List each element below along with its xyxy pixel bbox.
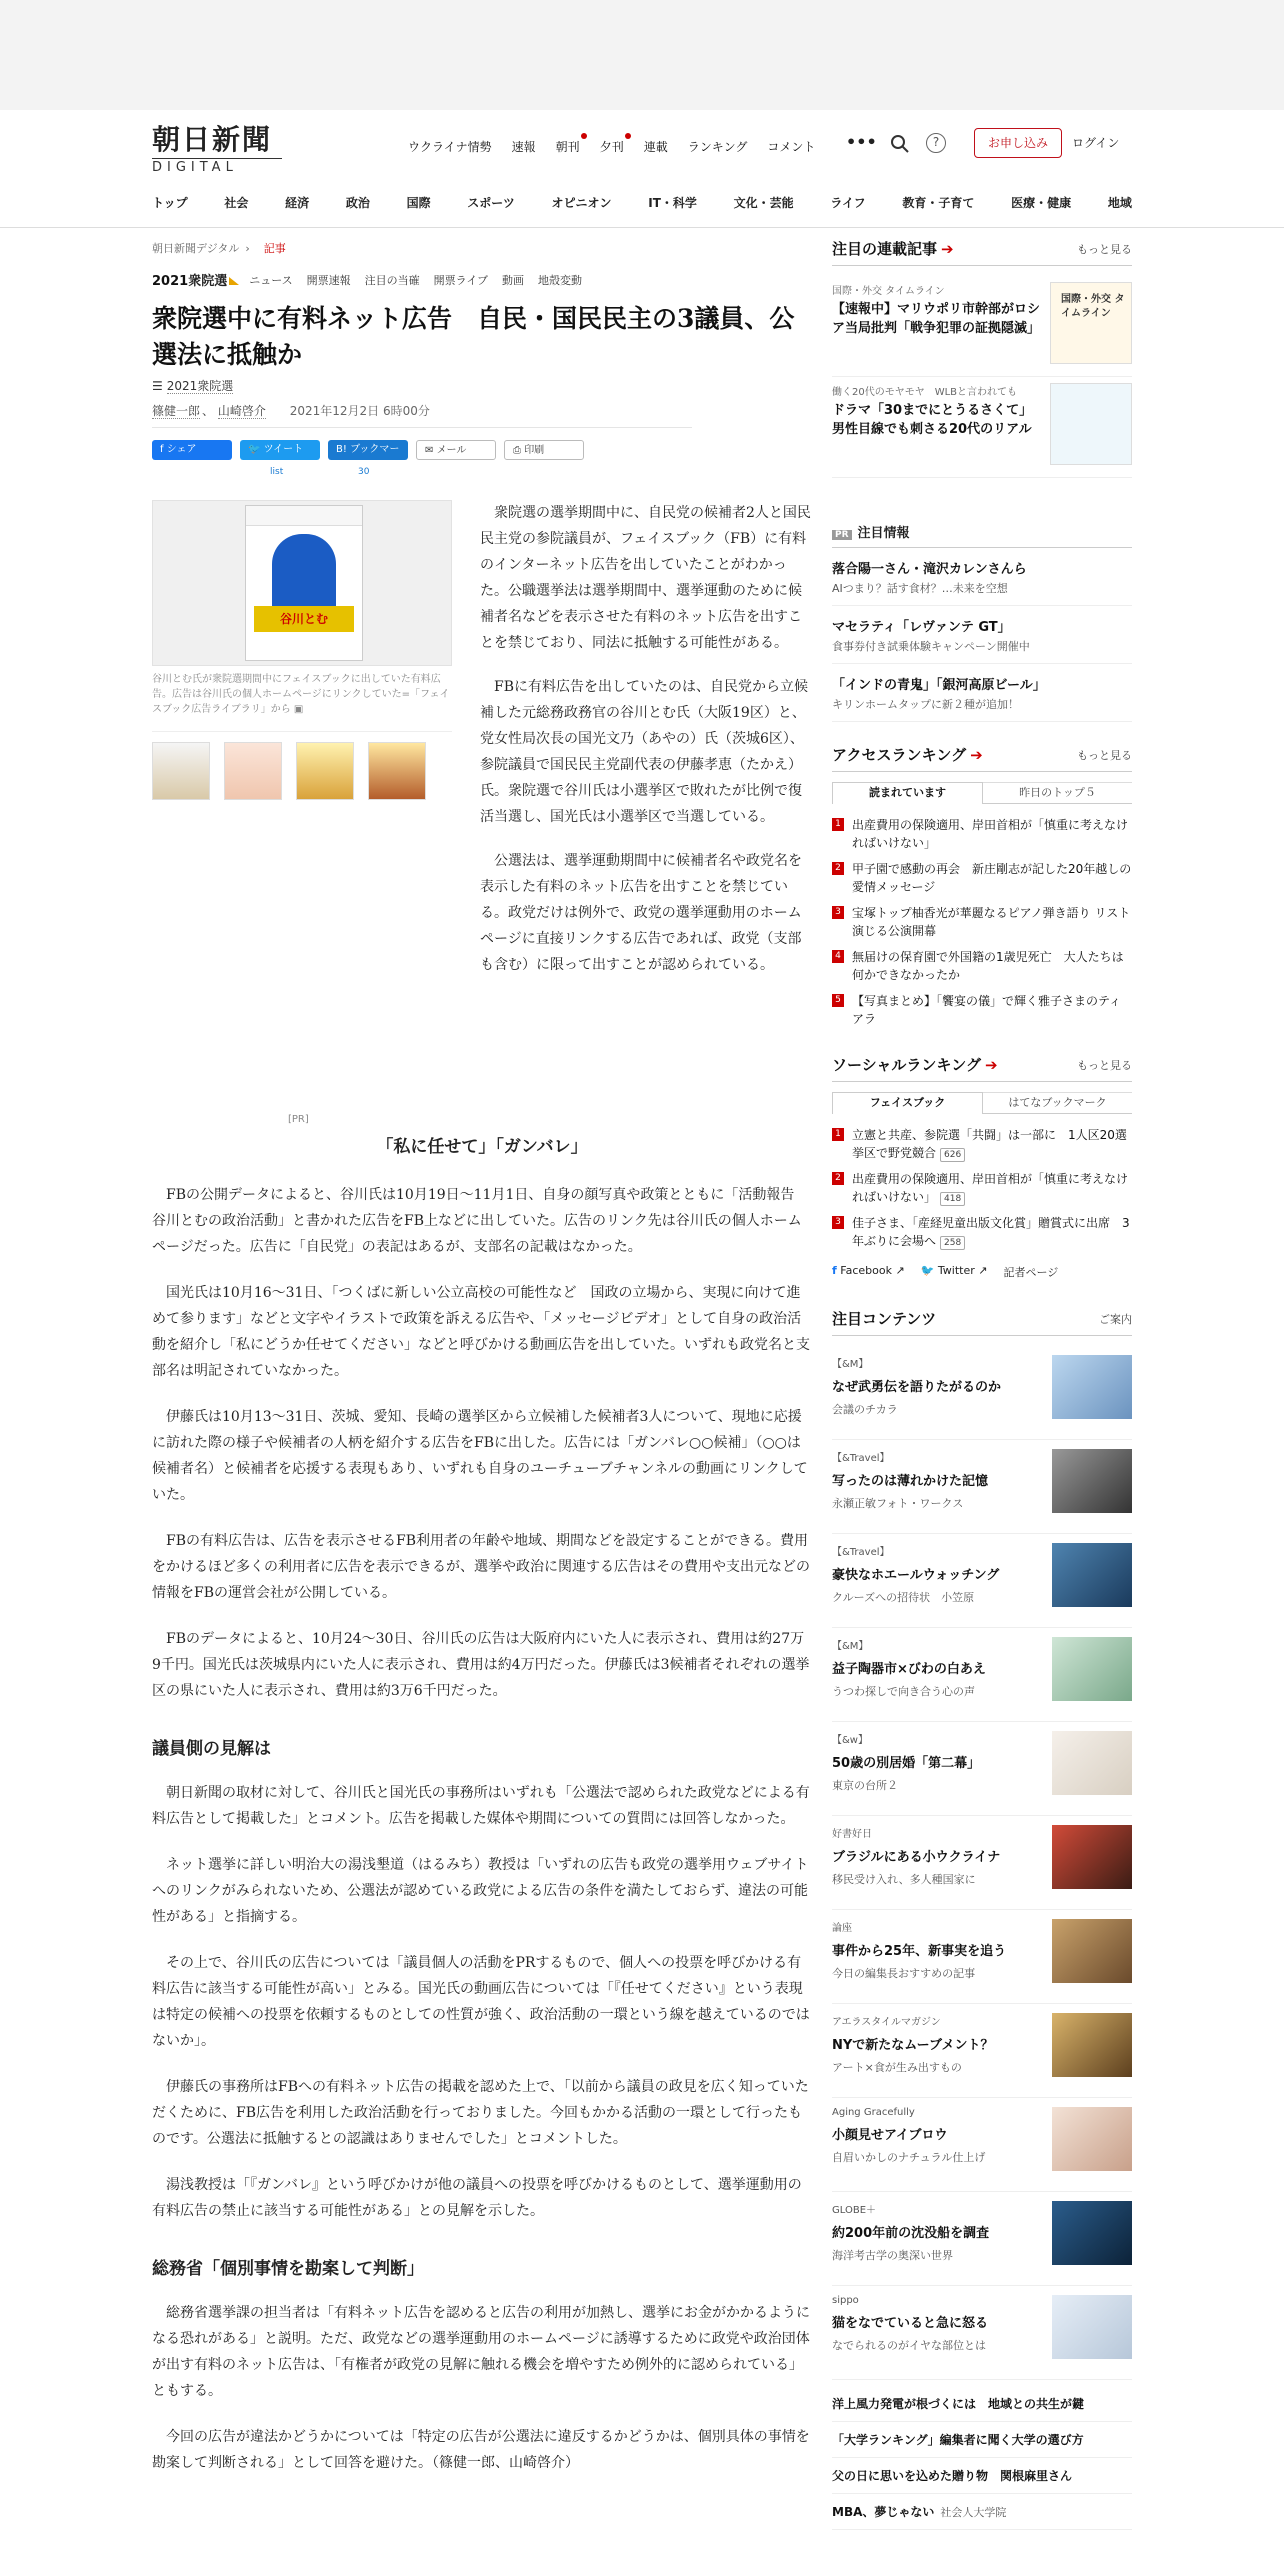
nav-item-top[interactable]: トップ xyxy=(152,196,188,210)
nav-item-culture[interactable]: 文化・芸能 xyxy=(733,196,794,210)
nav-item-it-science[interactable]: IT・科学 xyxy=(648,196,697,210)
paragraph: FBの有料広告は、広告を表示させるFB利用者の年齢や地域、期間などを設定することができる。費用をかけるほど多くの利用者に広告を表示できるが、選挙や政治に関連する広告はその費用や支出元などの情報をFBの運営会社が公開している。 xyxy=(152,1533,810,1601)
author-link[interactable]: 山崎啓介 xyxy=(217,404,266,418)
content-label: 【&M】 xyxy=(832,1641,869,1652)
content-subtitle: うつわ探しで向き合う心の声 xyxy=(832,1685,975,1698)
article-body xyxy=(152,1134,812,2496)
paragraph: 衆院選の選挙期間中に、自民党の候補者2人と国民民主党の参院議員が、フェイスブック（FB）に有料のインターネット広告を出していたことがわかった。公職選挙法は選挙期間中、選挙運動のために候補者名などを表示させた有料のネット広告を出すことを禁じており、同法に抵触する可能性がある。 xyxy=(480,505,811,651)
sidebar xyxy=(832,238,1132,2530)
featured-content-item[interactable] xyxy=(832,1346,1132,1440)
content-thumbnail xyxy=(1052,2201,1132,2265)
featured-content-item[interactable] xyxy=(832,1910,1132,2004)
featured-content-item[interactable] xyxy=(832,2192,1132,2286)
content-subtitle: アート×食が生み出すもの xyxy=(832,2061,962,2074)
paragraph: 総務省選挙課の担当者は「有料ネット広告を認めると広告の利用が加熱し、選挙にお金がかかるようになる恐れがある」と説明。ただ、政党などの選挙運動用のホームページに誘導するために政党や政治団体が出す有料のネット広告は、「有権者が政党の見解に触れる機会を増やすため例外的に認められている」ともする。 xyxy=(152,2305,810,2399)
ranking-item[interactable]: 1 出産費用の保険適用、岸田首相が「慎重に考えなければいけない」 xyxy=(832,812,1132,856)
social-ranking-header xyxy=(832,1054,1132,1082)
content-label: GLOBE＋ xyxy=(832,2205,877,2216)
top-link-breaking[interactable]: 速報 xyxy=(511,140,536,154)
content-subtitle: 自眉いかしのナチュラル仕上げ xyxy=(832,2151,986,2164)
content-subtitle: 会議のチカラ xyxy=(832,1403,898,1416)
nav-item-health[interactable]: 医療・健康 xyxy=(1011,196,1072,210)
series-link-news[interactable]: ニュース xyxy=(249,273,293,287)
pr-item[interactable]: 落合陽一さん・滝沢カレンさんら AIつまり？話す食材？…未来を空想 xyxy=(832,548,1132,606)
featured-contents-header xyxy=(832,1308,1132,1336)
featured-content-item[interactable] xyxy=(832,1722,1132,1816)
mail-share-button[interactable]: ✉ メール xyxy=(416,440,496,460)
nav-item-sports[interactable]: スポーツ xyxy=(467,196,515,210)
content-subtitle: なでられるのがイヤな部位とは xyxy=(832,2339,986,2352)
hatena-bookmark-button[interactable]: B! ブックマーク 30 xyxy=(328,440,408,460)
search-icon[interactable] xyxy=(890,134,910,154)
ad-screenshot-image: 谷川とむ xyxy=(245,505,363,661)
nav-item-opinion[interactable]: オピニオン xyxy=(551,196,612,210)
byline: 篠健一郎 、 山崎啓介 2021年12月2日 6時00分 xyxy=(152,402,692,428)
pr-item[interactable]: 「インドの青鬼」「銀河高原ビール」 キリンホームタップに新２種が追加！ xyxy=(832,664,1132,722)
series-item[interactable]: 国際・外交 タイムライン 【速報中】マリウポリ市幹部がロシア当局批判「戦争犯罪の証拠隠滅」 国際・外交 タイムライン xyxy=(832,276,1132,377)
ad-banner-area xyxy=(0,0,1284,110)
breadcrumb-current: 記事 xyxy=(263,242,286,255)
content-thumbnail xyxy=(1052,1543,1132,1607)
pr-section xyxy=(832,522,1132,722)
article-photo[interactable] xyxy=(152,500,452,666)
publish-date: 2021年12月2日 6時00分 xyxy=(289,404,430,418)
content-subtitle: クルーズへの招待状 小笠原 xyxy=(832,1591,975,1604)
paragraph: その上で、谷川氏の広告については「議員個人の活動をPRするもので、個人への投票を呼びかける有料広告に該当する可能性が高い」とみる。国光氏の動画広告については「『任せてください』という表現は特定の候補への投票を依頼するものとしての性質が強く、政治活動の一環という線を越えているのではないか」。 xyxy=(152,1955,810,2049)
share-count: 418 xyxy=(940,1192,965,1206)
featured-content-item[interactable] xyxy=(832,1628,1132,1722)
arrow-right-icon: ➔ xyxy=(970,746,983,764)
ranking-item[interactable]: 3 宝塚トップ柚香光が華麗なるピアノ弾き語り リスト演じる公演開幕 xyxy=(832,900,1132,944)
article-lead xyxy=(480,500,812,996)
paragraph: 今回の広告が違法かどうかについては「特定の広告が公選法に違反するかどうかは、個別具体の事情を勘案して判断される」として回答を避けた。（篠健一郎、山崎啓介） xyxy=(152,2429,810,2471)
access-ranking xyxy=(832,744,1132,1032)
breadcrumb-home[interactable]: 朝日新聞デジタル xyxy=(152,242,240,255)
top-link-ranking[interactable]: ランキング xyxy=(687,140,748,154)
facebook-share-button[interactable]: f シェア xyxy=(152,440,232,460)
promo-link[interactable]: MBA、夢じゃない 社会人大学院 xyxy=(832,2494,1132,2530)
content-thumbnail xyxy=(1052,1637,1132,1701)
paragraph: FBの公開データによると、谷川氏は10月19日～11月1日、自身の顔写真や政策とともに「活動報告 谷川とむの政治活動」と書かれた広告をFB上などに出していた。広告のリンク先は谷川氏の個人ホームページだった。広告に「自民党」の表記はあるが、支部名の記載はなかった。 xyxy=(152,1187,809,1255)
featured-content-item[interactable] xyxy=(832,1816,1132,1910)
ranking-item[interactable]: 5 【写真まとめ】「饗宴の儀」で輝く雅子さまのティアラ xyxy=(832,988,1132,1032)
site-logo[interactable]: 朝日新聞 DIGITAL xyxy=(152,124,282,175)
promo-link[interactable]: 父の日に思いを込めた贈り物 関根麻里さん xyxy=(832,2458,1132,2494)
category-nav xyxy=(152,194,1132,211)
series-item[interactable]: 働く20代のモヤモヤ WLBと言われても ドラマ「30までにとうるさくて」男性目線でも刺さる20代のリアル xyxy=(832,377,1132,478)
twitter-icon: 🐦 xyxy=(920,1264,935,1277)
content-label: sippo xyxy=(832,2295,859,2306)
promo-link[interactable]: 洋上風力発電が根づくには 地域との共生が鍵 xyxy=(832,2386,1132,2422)
photo-thumbnail[interactable] xyxy=(368,742,426,800)
content-subtitle: 永瀬正敏フォト・ワークス xyxy=(832,1497,964,1510)
share-count: 258 xyxy=(940,1236,965,1250)
pr-section-header: PR 注目情報 xyxy=(832,522,1132,548)
content-thumbnail xyxy=(1052,1825,1132,1889)
tab-most-read[interactable]: 読まれています xyxy=(832,782,983,804)
nav-item-economy[interactable]: 経済 xyxy=(285,196,310,210)
series-link-video[interactable]: 動画 xyxy=(502,273,524,287)
series-nav xyxy=(152,270,812,289)
content-thumbnail xyxy=(1052,1449,1132,1513)
paragraph: 湯浅教授は「『ガンバレ』という呼びかけが他の議員への投票を呼びかけるものとして、選挙運動用の有料広告の禁止に該当する可能性がある」との見解を示した。 xyxy=(152,2177,802,2219)
social-links xyxy=(832,1264,1132,1280)
featured-content-item[interactable] xyxy=(832,1534,1132,1628)
photo-block xyxy=(152,500,452,800)
site-header xyxy=(0,110,1284,228)
ranking-item[interactable]: 2 出産費用の保険適用、岸田首相が「慎重に考えなければいけない」 418 xyxy=(832,1166,1132,1210)
content-thumbnail xyxy=(1052,2295,1132,2359)
content-title: 益子陶器市×びわの白あえ xyxy=(832,1662,986,1677)
twitter-share-button[interactable]: 🐦 ツイート list xyxy=(240,440,320,460)
content-title: 豪快なホエールウォッチング xyxy=(832,1568,1000,1583)
promo-link[interactable]: 「大学ランキング」編集者に聞く大学の選び方 xyxy=(832,2422,1132,2458)
top-link-morning[interactable]: 朝刊 xyxy=(556,138,580,155)
pr-item[interactable]: マセラティ「レヴァンテ GT」 食事券付き試乗体験キャンペーン開催中 xyxy=(832,606,1132,664)
nav-item-life[interactable]: ライフ xyxy=(830,196,866,210)
reporter-page-link[interactable]: 記者ページ xyxy=(1003,1266,1059,1279)
social-ranking-title[interactable]: ソーシャルランキング ➔ xyxy=(832,1056,998,1074)
section-heading: 総務省「個別事情を勘案して判断」 xyxy=(152,2259,424,2279)
photo-thumbnails xyxy=(152,731,452,800)
photo-thumbnail[interactable] xyxy=(224,742,282,800)
content-title: 猫をなでていると急に怒る xyxy=(832,2316,989,2331)
series-section-title[interactable]: 注目の連載記事 ➔ xyxy=(832,240,954,258)
paragraph: 伊藤氏は10月13～31日、茨城、愛知、長崎の選挙区から立候補した候補者3人について、現地に応援に訪れた際の様子や候補者の人柄を紹介する広告をFBに出した。広告には「ガンバレ○○候補」（○○は候補者名）と候補者を応援する表現もあり、いずれも自身のユーチューブチャンネルの動画にリンクしていた。 xyxy=(152,1409,808,1503)
section-heading: 議員側の見解は xyxy=(152,1739,271,1759)
promo-links xyxy=(832,2386,1132,2530)
tab-facebook[interactable]: フェイスブック xyxy=(832,1092,983,1114)
section-heading: 「私に任せて」「ガンバレ」 xyxy=(376,1137,588,1157)
content-thumbnail xyxy=(1052,2107,1132,2171)
tab-yesterday-top5[interactable]: 昨日のトップ５ xyxy=(983,782,1132,804)
content-title: 50歳の別居婚「第二幕」 xyxy=(832,1756,981,1771)
nav-item-society[interactable]: 社会 xyxy=(224,196,249,210)
series-link-live[interactable]: 開票ライブ xyxy=(433,273,488,287)
content-title: なぜ武勇伝を語りたがるのか xyxy=(832,1380,1002,1395)
pr-label: [PR] xyxy=(288,1114,309,1125)
featured-content-item[interactable] xyxy=(832,2004,1132,2098)
share-buttons xyxy=(152,440,812,477)
content-subtitle: 今日の編集長おすすめの記事 xyxy=(832,1967,976,1980)
series-section-header xyxy=(832,238,1132,266)
paragraph: FBに有料広告を出していたのは、自民党から立候補した元総務政務官の谷川とむ氏（大阪19区）と、党女性局次長の国光文乃（あやの）氏（茨城6区）、参院議員で国民民主党副代表の伊藤孝恵（たかえ）氏。衆院選で谷川氏は小選挙区で敗れたが比例で復活当選し、国光氏は小選挙区で当選している。 xyxy=(480,679,809,825)
content-thumbnail xyxy=(1052,1355,1132,1419)
list-icon: ☰ xyxy=(152,379,163,393)
content-title: 小顔見せアイブロウ xyxy=(832,2128,948,2143)
paragraph: 朝日新聞の取材に対して、谷川氏と国光氏の事務所はいずれも「公選法で認められた政党などによる有料広告として掲載した」とコメント。広告を掲載した媒体や期間についての質問には回答しなかった。 xyxy=(152,1785,810,1827)
content-label: 好書好日 xyxy=(832,1829,872,1840)
arrow-right-icon: ➔ xyxy=(984,1056,998,1074)
content-title: 事件から25年、新事実を追う xyxy=(832,1944,1007,1959)
content-thumbnail xyxy=(1052,1731,1132,1795)
series-more-link[interactable]: もっと見る xyxy=(1077,242,1132,256)
featured-content-item[interactable] xyxy=(832,2098,1132,2192)
social-more-link[interactable]: もっと見る xyxy=(1077,1058,1132,1072)
paragraph: 伊藤氏の事務所はFBへの有料ネット広告の掲載を認めた上で、「以前から議員の政見を広く知っていただくために、FB広告を利用した政治活動を行っておりました。今回もかかる活動の一環として行ったものです。公選法に抵触するとの認識はありませんでした」とコメントした。 xyxy=(152,2079,809,2147)
twitter-link[interactable]: 🐦 Twitter ↗ xyxy=(920,1264,988,1277)
paragraph: ネット選挙に詳しい明治大の湯浅墾道（はるみち）教授は「いずれの広告も政党の選挙用ウェブサイトへのリンクがみられないため、公選法が認めている政党による広告の条件を満たしておらず、違法の可能性がある」と指摘する。 xyxy=(152,1857,809,1925)
article-headline: 衆院選中に有料ネット広告 自民・国民民主の3議員、公選法に抵触か xyxy=(152,304,795,369)
content-label: 【&Travel】 xyxy=(832,1547,890,1558)
access-ranking-title[interactable]: アクセスランキング ➔ xyxy=(832,746,983,764)
top-links xyxy=(408,138,835,155)
content-label: 【&Travel】 xyxy=(832,1453,890,1464)
content-subtitle: 東京の台所２ xyxy=(832,1779,898,1792)
paragraph: FBのデータによると、10月24～30日、谷川氏の広告は大阪府内にいた人に表示され、費用は約27万9千円。国光氏は茨城県内にいた人に表示され、費用は約4万円だった。伊藤氏は3候補者それぞれの選挙区の県にいた人に表示され、費用は約3万6千円だった。 xyxy=(152,1631,810,1699)
subscribe-button[interactable]: お申し込み xyxy=(974,128,1062,158)
content-subtitle: 移民受け入れ、多人種国家に xyxy=(832,1873,976,1886)
top-link-comment[interactable]: コメント xyxy=(767,140,816,154)
content-title: ブラジルにある小ウクライナ xyxy=(832,1850,1001,1865)
series-link-shift[interactable]: 地殻変動 xyxy=(538,273,582,287)
facebook-icon: f xyxy=(832,1264,837,1277)
top-link-series[interactable]: 連載 xyxy=(643,140,668,154)
series-link-winners[interactable]: 注目の当確 xyxy=(364,273,420,287)
content-title: 写ったのは薄れかけた記憶 xyxy=(832,1474,989,1489)
paragraph: 公選法は、選挙運動期間中に候補者名や政党名を表示した有料のネット広告を出すことを禁じている。政党だけは例外で、政党の選挙運動用のホームページに直接リンクする広告であれば、政党（支部も含む）に限って出すことが認められている。 xyxy=(480,853,802,973)
featured-contents-guide-link[interactable]: ご案内 xyxy=(1099,1312,1132,1326)
content-label: 【&w】 xyxy=(832,1735,868,1746)
top-link-evening[interactable]: 夕刊 xyxy=(600,138,624,155)
tab-hatena[interactable]: はてなブックマーク xyxy=(983,1092,1132,1114)
flag-icon xyxy=(229,277,239,285)
election-series-logo[interactable]: 2021衆院選 xyxy=(152,270,239,289)
ranking-item[interactable]: 3 佳子さま、「産経児童出版文化賞」贈賞式に出席 3年ぶりに会場へ 258 xyxy=(832,1210,1132,1254)
content-title: 約200年前の沈没船を調査 xyxy=(832,2226,990,2241)
featured-content-item[interactable] xyxy=(832,1440,1132,1534)
nav-item-international[interactable]: 国際 xyxy=(406,196,431,210)
access-ranking-tabs xyxy=(832,782,1132,804)
arrow-right-icon: ➔ xyxy=(941,240,954,258)
access-more-link[interactable]: もっと見る xyxy=(1077,748,1132,762)
content-label: 【&M】 xyxy=(832,1359,869,1370)
content-thumbnail xyxy=(1052,2013,1132,2077)
featured-content-item[interactable] xyxy=(832,2286,1132,2380)
series-thumbnail xyxy=(1050,383,1132,465)
photo-thumbnail[interactable] xyxy=(296,742,354,800)
photo-caption: 谷川とむ氏が衆院選期間中にフェイスブックに出していた有料広告。広告は谷川氏の個人ホームページにリンクしていた=「フェイスブック広告ライブラリ」から ▣ xyxy=(152,674,450,715)
ranking-item[interactable]: 4 無届けの保育園で外国籍の1歳児死亡 大人たちは何かできなかったか xyxy=(832,944,1132,988)
share-count: 626 xyxy=(940,1148,965,1162)
ranking-item[interactable]: 2 甲子園で感動の再会 新庄剛志が記した20年越しの愛情メッセージ xyxy=(832,856,1132,900)
hatena-count[interactable]: 30 xyxy=(358,467,370,477)
nav-item-education[interactable]: 教育・子育て xyxy=(902,196,975,210)
help-icon[interactable]: ? xyxy=(926,133,946,153)
content-label: 論座 xyxy=(832,1923,852,1934)
facebook-link[interactable]: f Facebook ↗ xyxy=(832,1264,905,1277)
nav-item-politics[interactable]: 政治 xyxy=(345,196,370,210)
content-subtitle: 海洋考古学の奥深い世界 xyxy=(832,2249,953,2262)
breadcrumb: 朝日新聞デジタル › 記事 xyxy=(152,242,286,255)
content-label: アエラスタイルマガジン xyxy=(832,2017,941,2028)
twitter-count[interactable]: list xyxy=(270,467,284,477)
gallery-icon[interactable]: ▣ xyxy=(293,704,304,715)
featured-contents-title: 注目コンテンツ xyxy=(832,1310,937,1328)
social-ranking xyxy=(832,1054,1132,1280)
paragraph: 国光氏は10月16～31日、「つくばに新しい公立高校の可能性など 国政の立場から、実現に向けて進めて参ります」などと文字やイラストで政策を訴える広告や、「メッセージビデオ」として自身の政治活動を紹介し「私にどうか任せてください」などと呼びかける動画広告を出していた。いずれも政党名と支部名は明記されていなかった。 xyxy=(152,1285,810,1379)
new-dot-icon xyxy=(625,133,631,139)
content-label: Aging Gracefully xyxy=(832,2107,915,2118)
photo-thumbnail[interactable] xyxy=(152,742,210,800)
featured-contents xyxy=(832,1308,1132,2380)
login-link[interactable]: ログイン xyxy=(1072,136,1120,150)
top-link-ukraine[interactable]: ウクライナ情勢 xyxy=(408,140,492,154)
social-ranking-tabs xyxy=(832,1092,1132,1114)
content-title: NYで新たなムーブメント？ xyxy=(832,2038,994,2053)
nav-item-region[interactable]: 地域 xyxy=(1107,196,1132,210)
topic-tag[interactable]: ☰ 2021衆院選 xyxy=(152,379,234,393)
series-link-results[interactable]: 開票速報 xyxy=(306,273,351,287)
new-dot-icon xyxy=(581,133,587,139)
content-thumbnail xyxy=(1052,1919,1132,1983)
more-menu-icon[interactable]: ••• xyxy=(846,132,877,151)
article-main xyxy=(152,238,812,2471)
series-thumbnail: 国際・外交 タイムライン xyxy=(1050,282,1132,364)
access-ranking-header xyxy=(832,744,1132,772)
ranking-item[interactable]: 1 立憲と共産、参院選「共闘」は一部に 1人区20選挙区で野党競合 626 xyxy=(832,1122,1132,1166)
print-button[interactable]: ⎙ 印刷 xyxy=(504,440,584,460)
author-link[interactable]: 篠健一郎 xyxy=(152,404,201,418)
